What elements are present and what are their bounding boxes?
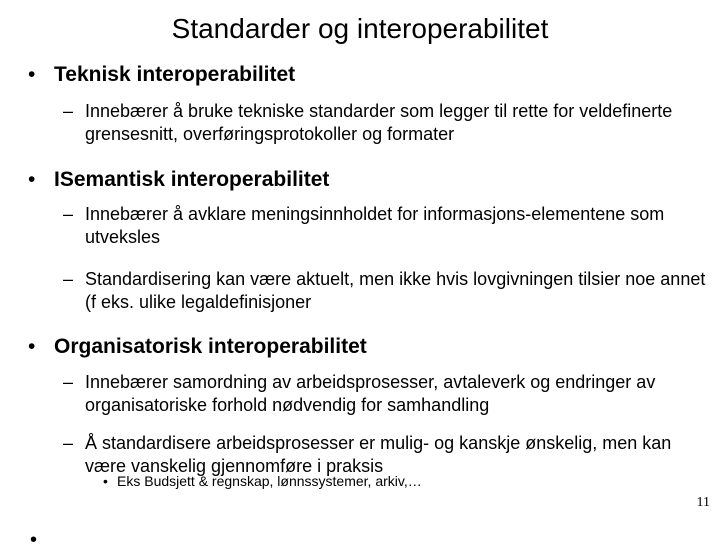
- bullet-icon: •: [28, 335, 36, 358]
- sub-bullet-text: Innebærer samordning av arbeidsprosesser, avtaleverk og endringer av organisatoriske forhold nødvendig for samhandling: [85, 372, 656, 415]
- sub-sub-bullet: [103, 472, 422, 490]
- sub-bullet: [63, 100, 713, 146]
- bullet-organisatorisk-interoperabilitet: [28, 334, 367, 360]
- bullet-icon: •: [28, 63, 36, 86]
- bullet-heading: Organisatorisk interoperabilitet: [54, 335, 367, 358]
- bullet-heading: ISemantisk interoperabilitet: [54, 168, 330, 191]
- sub-bullet-text: Å standardisere arbeidsprosesser er mulig- og kanskje ønskelig, men kan være vanskelig gjennomføre i praksis: [85, 433, 672, 476]
- bullet-icon: •: [28, 168, 36, 191]
- bullet-icon: •: [103, 473, 108, 489]
- sub-bullet-text: Standardisering kan være aktuelt, men ikke hvis lovgivningen tilsier noe annet (f eks. ulike legaldefinisjoner: [85, 269, 706, 312]
- bullet-heading: Teknisk interoperabilitet: [54, 63, 296, 86]
- dash-icon: –: [63, 269, 74, 289]
- sub-sub-bullet-text: Eks Budsjett & regnskap, lønnssystemer, arkiv,…: [117, 473, 422, 489]
- sub-bullet: [63, 371, 713, 417]
- sub-bullet: [63, 203, 713, 249]
- bullet-teknisk-interoperabilitet: [28, 62, 295, 88]
- sub-bullet-text: Innebærer å bruke tekniske standarder som legger til rette for veldefinerte grensesnitt, overføringsprotokoller og formater: [85, 101, 673, 144]
- bullet-semantisk-interoperabilitet: [28, 167, 329, 193]
- sub-bullet: [63, 268, 713, 314]
- slide-title: Standarder og interoperabilitet: [171, 13, 549, 44]
- sub-bullet-text: Innebærer å avklare meningsinnholdet for informasjons-elementene som utveksles: [85, 204, 665, 247]
- dash-icon: –: [63, 372, 74, 392]
- page-number: 11: [696, 495, 710, 510]
- bullet-icon: •: [30, 529, 38, 551]
- dash-icon: –: [63, 433, 74, 453]
- dash-icon: –: [63, 204, 74, 224]
- dash-icon: –: [63, 101, 74, 121]
